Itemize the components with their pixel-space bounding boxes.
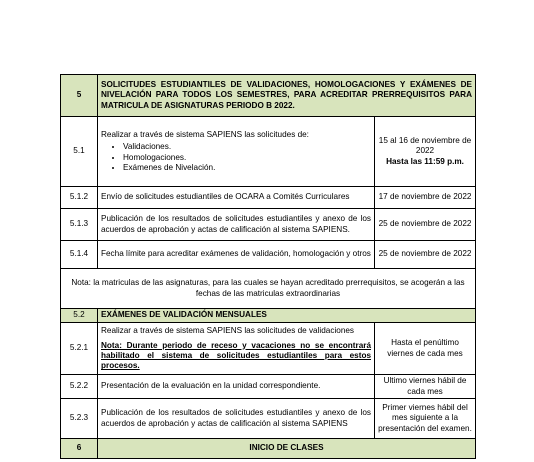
section-number: 6	[61, 439, 98, 459]
table-row	[61, 375, 476, 399]
table-row	[61, 187, 476, 209]
activity-intro: Realizar a través de sistema SAPIENS las solicitudes de:	[101, 130, 309, 139]
deadline-time: Hasta las 11:59 p.m.	[386, 156, 464, 166]
row-number: 5.2.2	[61, 375, 98, 399]
note-row	[61, 269, 476, 309]
section-title: INICIO DE CLASES	[98, 439, 476, 459]
date-cell: Hasta el penúltimo viernes de cada mes	[375, 323, 476, 375]
row-number: 5.1.2	[61, 187, 98, 209]
list-item: • Validaciones.	[123, 142, 371, 152]
row-number: 5.1.3	[61, 209, 98, 241]
activity-cell: Fecha límite para acreditar exámenes de validación, homologación y otros	[98, 241, 375, 269]
activity-cell	[98, 117, 375, 187]
date-cell: 17 de noviembre de 2022	[375, 187, 476, 209]
activity-note: Nota: Durante periodo de receso y vacaciones no se encontrará habilitado el sistema de solicitudes estudiantiles para estos procesos.	[101, 340, 371, 371]
activity-cell: Presentación de la evaluación en la unidad correspondiente.	[98, 375, 375, 399]
table-row	[61, 117, 476, 187]
section-number: 5	[61, 75, 98, 117]
section-5-2-header-row	[61, 309, 476, 323]
row-number: 5.2.3	[61, 399, 98, 439]
section-6-header-row	[61, 439, 476, 459]
activity-cell: Publicación de los resultados de solicitudes estudiantiles y anexo de los acuerdos de aprobación y actas de calificación al sistema SAPIENS	[98, 399, 375, 439]
row-number: 5.2.1	[61, 323, 98, 375]
row-number: 5.1.4	[61, 241, 98, 269]
section-5-header-row	[61, 75, 476, 117]
date-cell: Primer viernes hábil del mes siguiente a la presentación del examen.	[375, 399, 476, 439]
table-row	[61, 323, 476, 375]
list-item: • Homologaciones.	[123, 153, 371, 163]
activity-text: Realizar a través de sistema SAPIENS las solicitudes de validaciones	[101, 325, 355, 335]
note-text: Nota: la matriculas de las asignaturas, para las cuales se hayan acreditado prerrequisitos, se acogerán a las fechas de las matriculas extraordinarias	[61, 269, 476, 309]
date-cell: 25 de noviembre de 2022	[375, 241, 476, 269]
activity-cell: Envío de solicitudes estudiantiles de OCARA a Comités Curriculares	[98, 187, 375, 209]
date-cell	[375, 117, 476, 187]
section-title: EXÁMENES DE VALIDACIÓN MENSUALES	[98, 309, 476, 323]
date-cell: 25 de noviembre de 2022	[375, 209, 476, 241]
activity-cell: Publicación de los resultados de solicitudes estudiantiles y anexo de los acuerdos de aprobación y actas de calificación al sistema SAPIENS.	[98, 209, 375, 241]
table-row	[61, 241, 476, 269]
row-number: 5.1	[61, 117, 98, 187]
activity-cell	[98, 323, 375, 375]
list-item: • Exámenes de Nivelación.	[123, 163, 371, 173]
section-title: SOLICITUDES ESTUDIANTILES DE VALIDACIONES, HOMOLOGACIONES Y EXÁMENES DE NIVELACIÓN PARA TODOS LOS SEMESTRES, PARA ACREDITAR PRERREQUISITOS PARA MATRICULA DE ASIGNATURAS PERIODO B 2022.	[98, 75, 476, 117]
date-range: 15 al 16 de noviembre de 2022	[378, 136, 472, 156]
table-row	[61, 399, 476, 439]
table-row	[61, 209, 476, 241]
schedule-table	[60, 74, 476, 459]
bullet-list	[101, 142, 371, 173]
date-cell: Ultimo viernes hábil de cada mes	[375, 375, 476, 399]
section-number: 5.2	[61, 309, 98, 323]
